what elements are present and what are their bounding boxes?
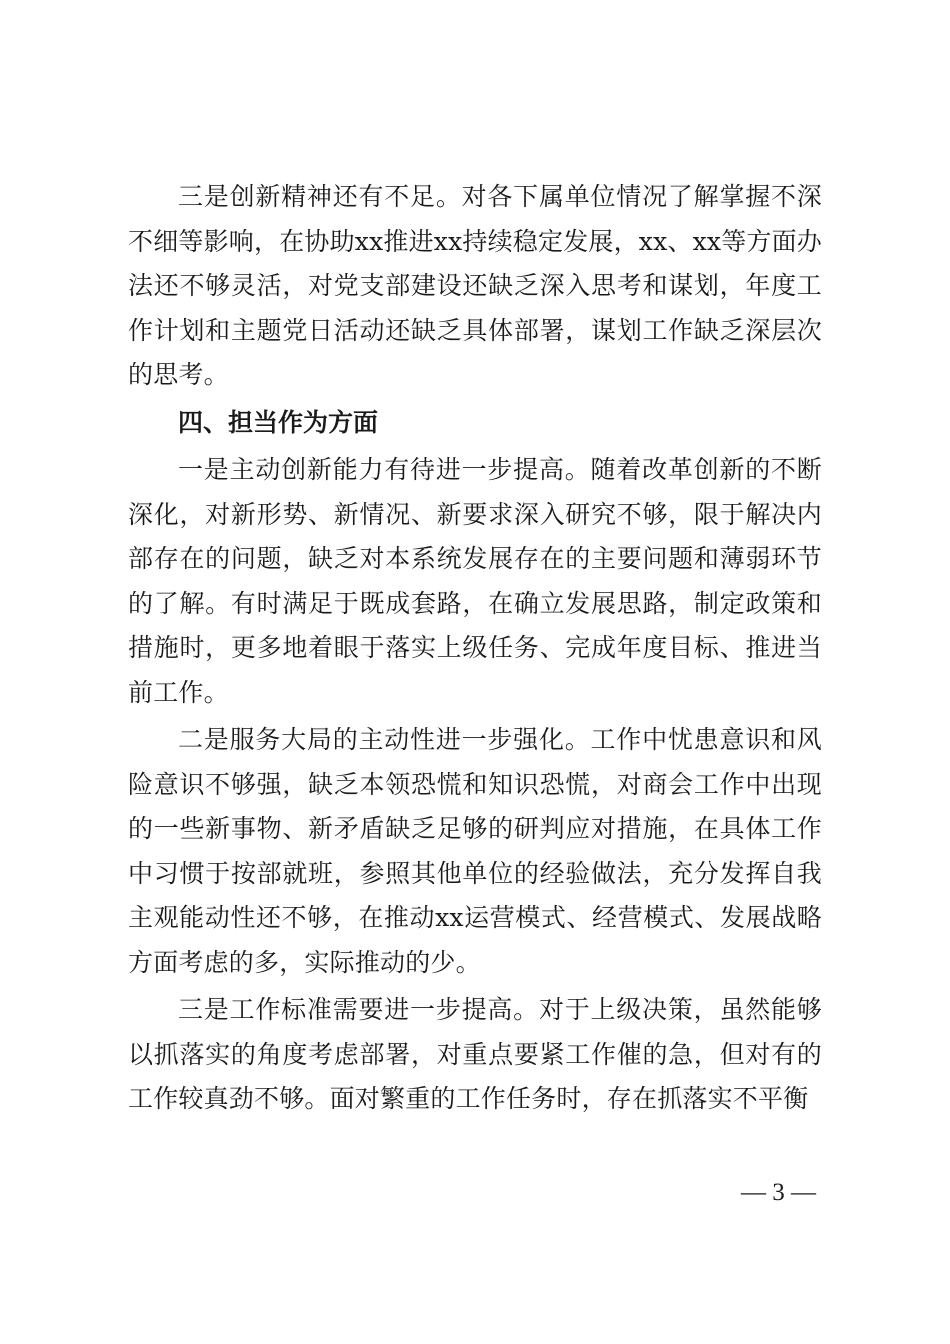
section-heading: 四、担当作为方面 — [178, 407, 379, 437]
paragraph-service-initiative: 二是服务大局的主动性进一步强化。工作中忧患意识和风险意识不够强，缺乏本领恐慌和知识恐慌，对商会工作中出现的一些新事物、新矛盾缺乏足够的研判应对措施，在具体工作中习惯于按部就班，参照其他单位的经验做法，充分发挥自我主观能动性还不够，在推动xx运营模式、经营模式、发展战略方面考虑的多，实际推动的少。 — [128, 725, 822, 977]
paragraph-innovation-ability: 一是主动创新能力有待进一步提高。随着改革创新的不断深化，对新形势、新情况、新要求深入研究不够，限于解决内部存在的问题，缺乏对本系统发展存在的主要问题和薄弱环节的了解。有时满足于既成套路，在确立发展思路，制定政策和措施时，更多地着眼于落实上级任务、完成年度目标、推进当前工作。 — [128, 455, 822, 707]
paragraph-innovation-spirit: 三是创新精神还有不足。对各下属单位情况了解掌握不深不细等影响，在协助xx推进xx持续稳定发展，xx、xx等方面办法还不够灵活，对党支部建设还缺乏深入思考和谋划，年度工作计划和主题党日活动还缺乏具体部署，谋划工作缺乏深层次的思考。 — [128, 182, 822, 389]
document-body — [128, 175, 822, 1122]
paragraph-work-standard: 三是工作标准需要进一步提高。对于上级决策，虽然能够以抓落实的角度考虑部署，对重点要紧工作催的急，但对有的工作较真劲不够。面对繁重的工作任务时，存在抓落实不平衡 — [128, 995, 822, 1113]
page-number: — 3 — — [741, 1179, 816, 1206]
